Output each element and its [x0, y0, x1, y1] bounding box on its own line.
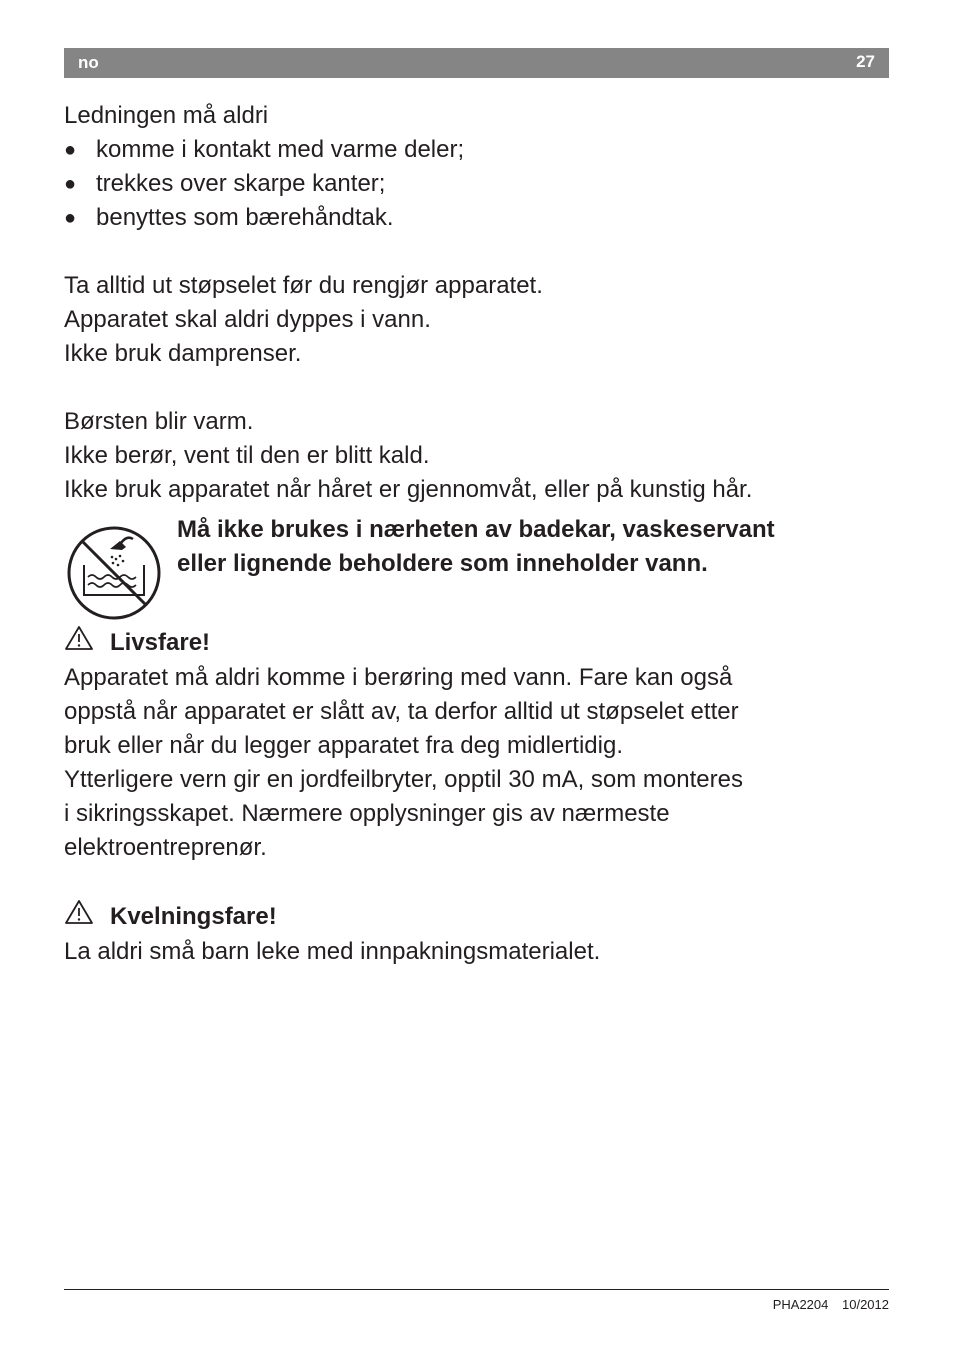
warning-triangle-icon [64, 625, 110, 661]
heading-text: Kvelningsfare! [110, 903, 277, 930]
bullet-icon: ● [64, 207, 77, 229]
bullet-text: komme i kontakt med varme deler; [96, 136, 465, 163]
footer [773, 1297, 889, 1312]
section-heading-livsfare [64, 625, 889, 661]
cleaning-line: Ikke bruk damprenser. [64, 340, 302, 367]
warning-triangle-icon [64, 899, 110, 935]
edition-date: 10/2012 [842, 1297, 889, 1312]
cleaning-line: Apparatet skal aldri dyppes i vann. [64, 306, 431, 333]
bullet-text: benyttes som bærehåndtak. [96, 204, 394, 231]
bullet-text: trekkes over skarpe kanter; [96, 170, 386, 197]
page-number: 27 [856, 52, 875, 71]
paragraph-line: Ytterligere vern gir en jordfeilbryter, opptil 30 mA, som monteres [64, 766, 743, 793]
no-water-icon [66, 525, 162, 621]
hot-line: Ikke bruk apparatet når håret er gjennomvåt, eller på kunstig hår. [64, 476, 753, 503]
paragraph-line: bruk eller når du legger apparatet fra deg midlertidig. [64, 732, 623, 759]
language-code: no [78, 53, 99, 72]
bullet-icon: ● [64, 173, 77, 195]
list-item [64, 167, 889, 201]
paragraph-line: Apparatet må aldri komme i berøring med vann. Fare kan også [64, 664, 733, 691]
paragraph-line: elektroentreprenør. [64, 834, 267, 861]
section-heading-kvelningsfare [64, 899, 889, 935]
list-item [64, 133, 889, 167]
model-number: PHA2204 [772, 1297, 829, 1312]
water-warning-line: eller lignende beholdere som inneholder vann. [177, 550, 708, 577]
bullet-icon: ● [64, 139, 77, 161]
hot-line: Børsten blir varm. [64, 408, 254, 435]
water-warning [64, 513, 889, 625]
list-item [64, 201, 889, 235]
footer-divider [64, 1289, 889, 1290]
heading-text: Livsfare! [110, 629, 211, 656]
water-warning-line: Må ikke brukes i nærheten av badekar, vaskeservant [177, 516, 775, 543]
paragraph-line: oppstå når apparatet er slått av, ta derfor alltid ut støpselet etter [64, 698, 739, 725]
paragraph-line: i sikringsskapet. Nærmere opplysninger gis av nærmeste [64, 800, 670, 827]
hot-line: Ikke berør, vent til den er blitt kald. [64, 442, 430, 469]
paragraph-line: La aldri små barn leke med innpakningsmaterialet. [64, 938, 601, 965]
header-bar [64, 48, 889, 78]
cleaning-line: Ta alltid ut støpselet før du rengjør apparatet. [64, 272, 543, 299]
cord-intro: Ledningen må aldri [64, 102, 269, 129]
page-content [64, 99, 889, 969]
